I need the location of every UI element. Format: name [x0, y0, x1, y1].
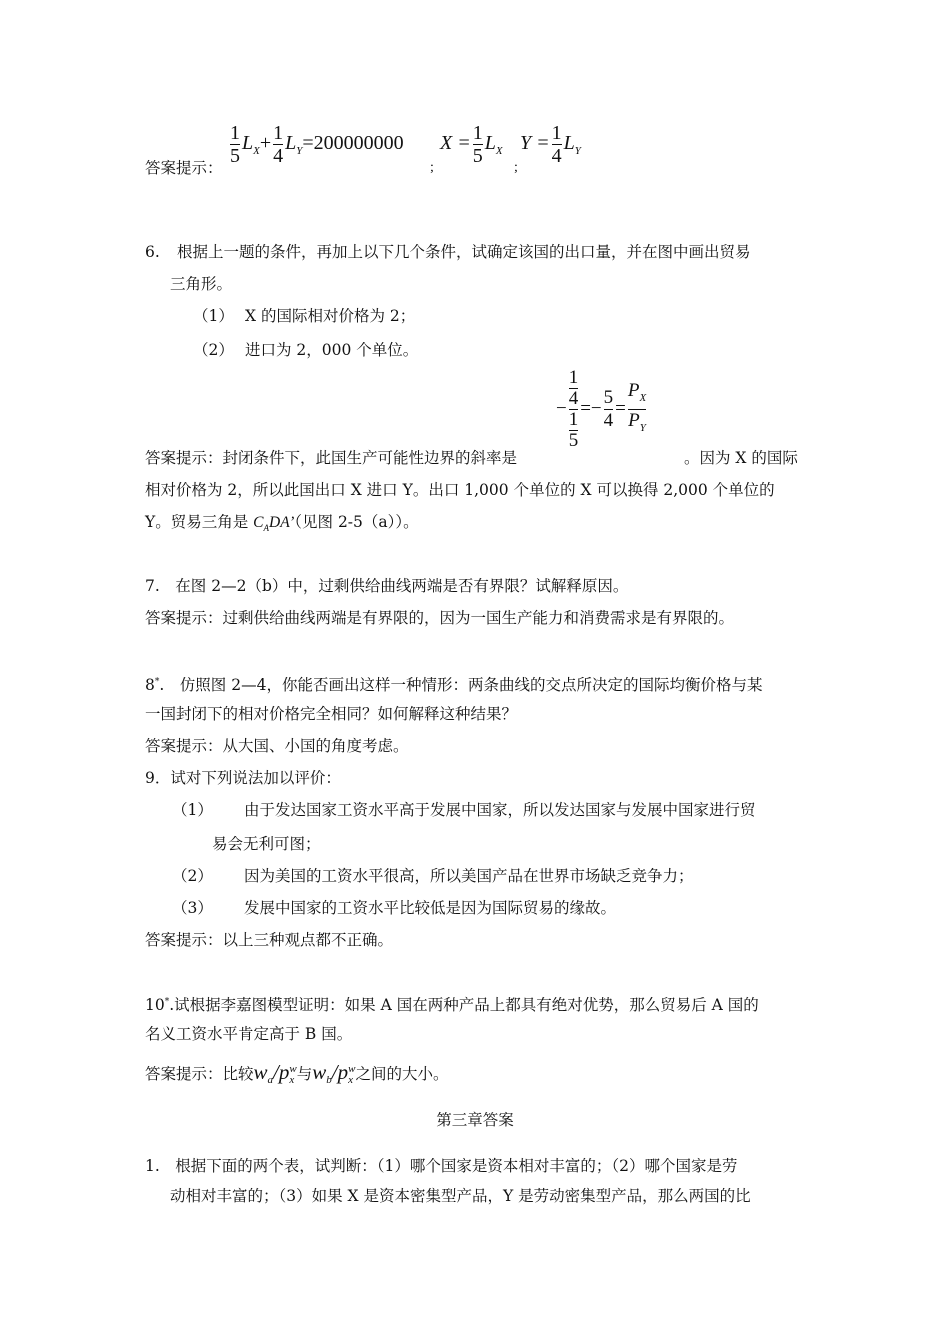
chapter3-q1-line2: 动相对丰富的；（3）如果 X 是资本密集型产品，Y 是劳动密集型产品，那么两国的比 [170, 1187, 751, 1205]
compound-fraction: $\frac{\frac{1}{4}}{\frac{1}{5}}$ [568, 367, 579, 451]
frac-5-4: $\frac{5}{4}$ [603, 387, 614, 431]
q10-hint: 答案提示：比较$w_a/p$ w x 与$w_b/p$ w x 之间的大小。 [145, 1060, 449, 1087]
frac-x: $\frac{1}{5}$ [472, 122, 483, 167]
q6-hint-b: 。因为 X 的国际 [684, 449, 798, 467]
eq1-formula: $\frac{1}{5}$ $L_X+$ $\frac{1}{4}$ $L_Y=200000000$ [230, 122, 404, 167]
q9-hint: 答案提示：以上三种观点都不正确。 [145, 931, 394, 949]
q6-hint-a: 答案提示：封闭条件下，此国生产可能性边界的斜率是 [145, 449, 518, 467]
semicolon: ; [430, 160, 434, 175]
q6-hint-line3: Y。贸易三角是 $C_ADA$’（见图 2-5（a））。 [145, 513, 419, 534]
eq1-x-formula: X = $\frac{1}{5}$ $L_X$ [440, 122, 503, 167]
q8-hint: 答案提示：从大国、小国的角度考虑。 [145, 737, 409, 755]
q6-slope-formula: − $\frac{\frac{1}{4}}{\frac{1}{5}}$ =− $\frac{5}{4}$ = $\frac{P_X}{P_Y}$ [556, 367, 647, 451]
q6-line2: 三角形。 [170, 275, 233, 293]
q8-line1: 8*. 仿照图 2—4，你能否画出这样一种情形：两条曲线的交点所决定的国际均衡价格与某 [145, 676, 763, 695]
chapter3-title: 第三章答案 [436, 1111, 514, 1129]
frac-px-py: $\frac{P_X}{P_Y}$ [627, 380, 647, 434]
q9-item1-cont: 易会无利可图； [212, 835, 321, 853]
q9-item3: （3） 发展中国家的工资水平比较低是因为国际贸易的缘故。 [172, 899, 617, 917]
q8-line2: 一国封闭下的相对价格完全相同？如何解释这种结果？ [145, 705, 518, 723]
q6-line1: 6. 根据上一题的条件，再加上以下几个条件，试确定该国的出口量，并在图中画出贸易 [145, 243, 751, 261]
semicolon: ; [514, 160, 518, 175]
frac-1-5: $\frac{1}{5}$ [230, 122, 240, 167]
frac-1-4: $\frac{1}{4}$ [273, 122, 284, 167]
eq1-y-formula: Y = $\frac{1}{4}$ $L_Y$ [520, 122, 581, 167]
q6-item2: （2） 进口为 2，000 个单位。 [193, 341, 419, 359]
chapter3-q1-line1: 1. 根据下面的两个表，试判断：（1）哪个国家是资本相对丰富的；（2）哪个国家是劳 [145, 1157, 738, 1175]
eq1-label: 答案提示： [145, 159, 223, 177]
frac-y: $\frac{1}{4}$ [551, 122, 562, 167]
q9-item2: （2） 因为美国的工资水平很高，所以美国产品在世界市场缺乏竞争力； [172, 867, 694, 885]
q10-line2: 名义工资水平肯定高于 B 国。 [145, 1025, 353, 1043]
q6-item1: （1） X 的国际相对价格为 2； [193, 307, 416, 325]
q6-hint-line2: 相对价格为 2，所以此国出口 X 进口 Y。出口 1,000 个单位的 X 可以换得 2,000 个单位的 [145, 481, 775, 499]
q10-line1: 10*.试根据李嘉图模型证明：如果 A 国在两种产品上都具有绝对优势，那么贸易后 A 国的 [145, 996, 759, 1015]
q9-line1: 9．试对下列说法加以评价： [145, 769, 341, 787]
q7-hint: 答案提示：过剩供给曲线两端是有界限的，因为一国生产能力和消费需求是有界限的。 [145, 609, 735, 627]
q9-item1: （1） 由于发达国家工资水平高于发展中国家，所以发达国家与发展中国家进行贸 [172, 801, 756, 819]
q7-line1: 7. 在图 2—2（b）中，过剩供给曲线两端是否有界限？试解释原因。 [145, 577, 629, 595]
